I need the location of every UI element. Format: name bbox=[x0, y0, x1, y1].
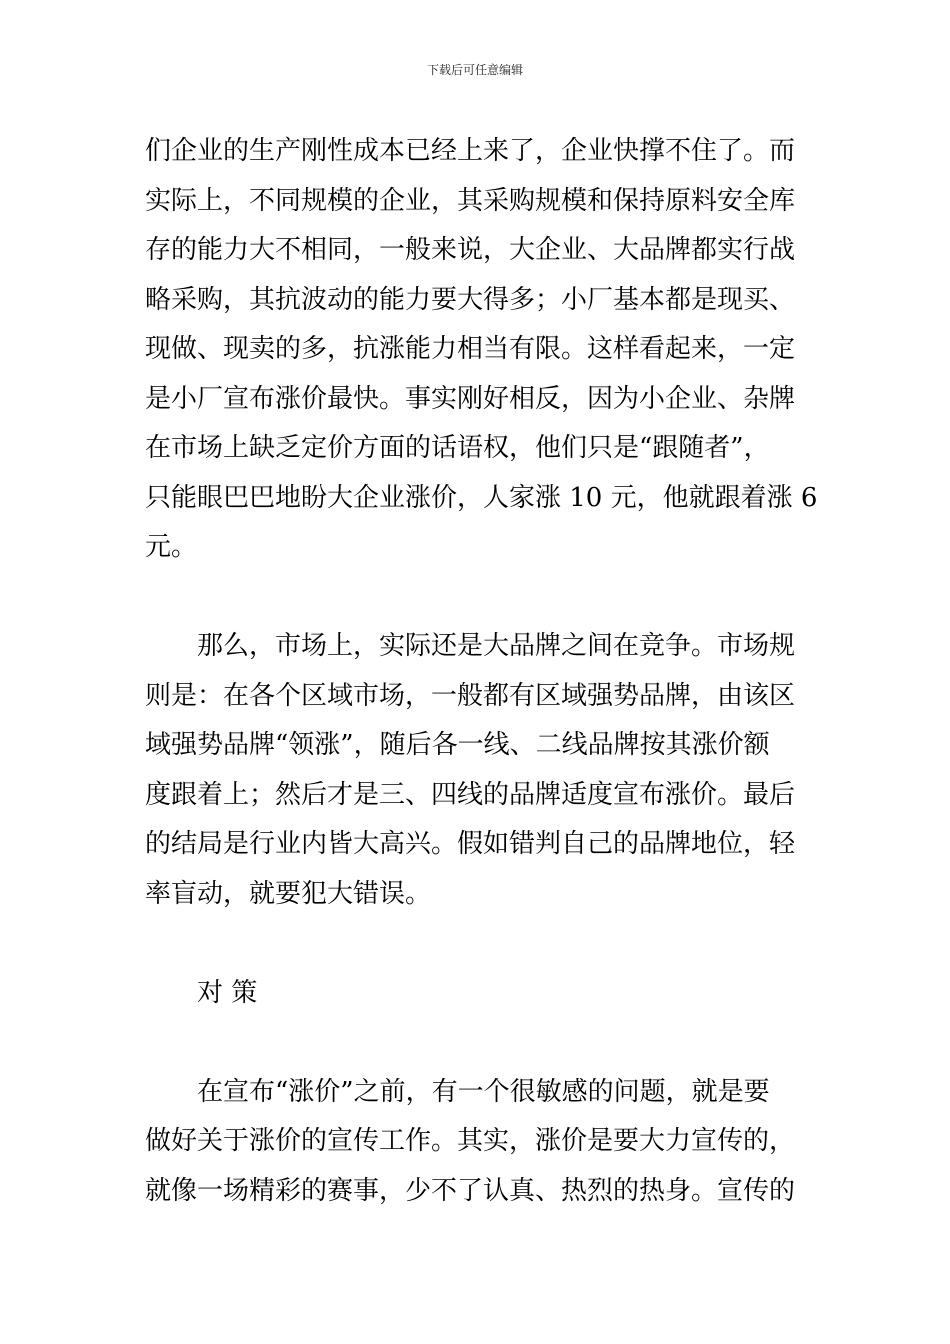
text-line: 度跟着上；然后才是三、四线的品牌适度宣布涨价。最后 bbox=[145, 779, 796, 810]
text-line: 域强势品牌“领涨”，随后各一线、二线品牌按其涨价额 bbox=[145, 730, 770, 760]
text-line: 率盲动，就要犯大错误。 bbox=[145, 878, 432, 909]
text-line: 在宣布“涨价”之前，有一个很敏感的问题，就是要 bbox=[197, 1076, 770, 1107]
text-line: 现做、现卖的多，抗涨能力相当有限。这样看起来，一定 bbox=[145, 334, 796, 364]
text-line: 那么，市场上，实际还是大品牌之间在竞争。市场规 bbox=[197, 631, 796, 661]
text-line: 们企业的生产刚性成本已经上来了，企业快撑不住了。而 bbox=[145, 136, 796, 166]
page-header: 下载后可任意编辑 bbox=[426, 63, 523, 77]
text-line: 则是：在各个区域市场，一般都有区域强势品牌，由该区 bbox=[145, 680, 796, 711]
text-line: 就像一场精彩的赛事，少不了认真、热烈的热身。宣传的 bbox=[145, 1175, 796, 1206]
paragraph-2 bbox=[145, 622, 807, 919]
paragraph-gap bbox=[145, 919, 807, 969]
text-line: 略采购，其抗波动的能力要大得多；小厂基本都是现买、 bbox=[145, 284, 796, 315]
paragraph-3 bbox=[145, 1068, 807, 1217]
text-line: 只能眼巴巴地盼大企业涨价，人家涨 10 元，他就跟着涨 6 bbox=[145, 482, 818, 513]
text-line: 的结局是行业内皆大高兴。假如错判自己的品牌地位，轻 bbox=[145, 829, 796, 859]
document-body bbox=[145, 127, 818, 1216]
text-line: 做好关于涨价的宣传工作。其实，涨价是要大力宣传的， bbox=[145, 1126, 796, 1156]
paragraph-gap bbox=[145, 573, 807, 623]
text-line: 存的能力大不相同，一般来说，大企业、大品牌都实行战 bbox=[145, 235, 796, 265]
text-line: 元。 bbox=[145, 532, 198, 562]
text-line: 是小厂宣布涨价最快。事实刚好相反，因为小企业、杂牌 bbox=[145, 383, 796, 414]
paragraph-gap bbox=[145, 1018, 807, 1068]
paragraph-1 bbox=[145, 127, 818, 573]
section-heading: 对 策 bbox=[197, 977, 258, 1008]
text-line: 在市场上缺乏定价方面的话语权，他们只是“跟随者”， bbox=[145, 433, 770, 463]
text-line: 实际上，不同规模的企业，其采购规模和保持原料安全库 bbox=[145, 185, 796, 216]
